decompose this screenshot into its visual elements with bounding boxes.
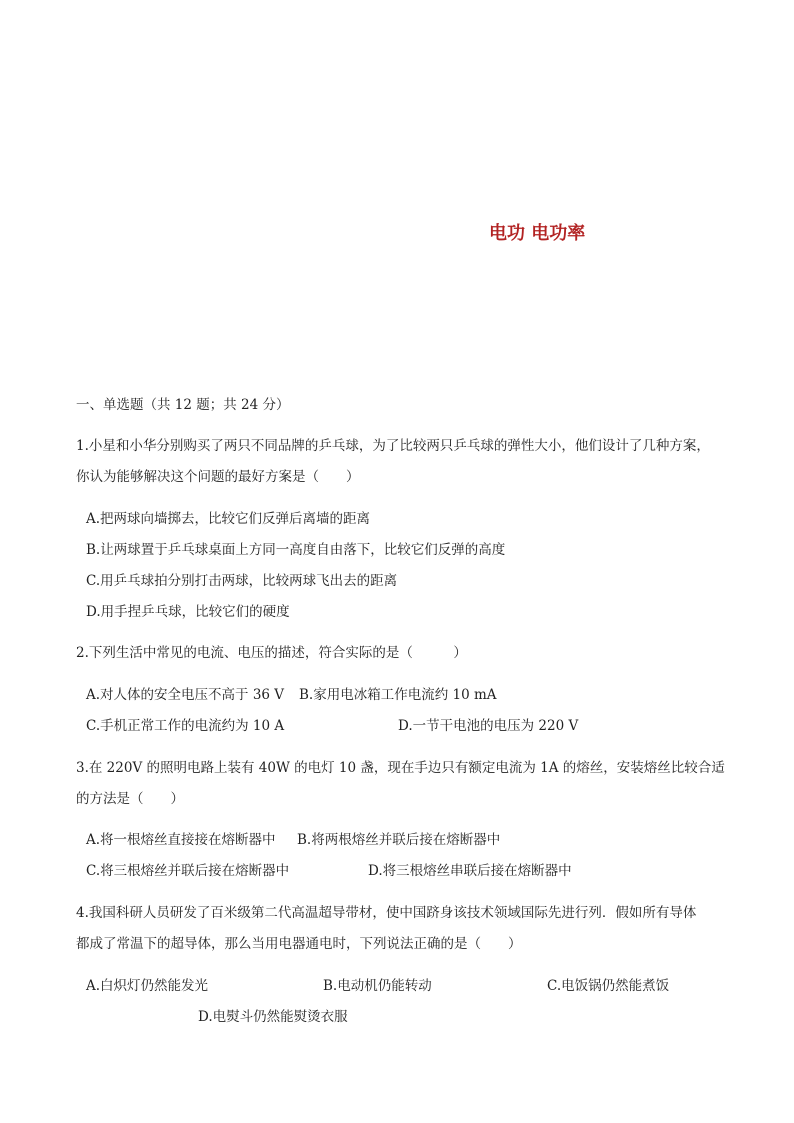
q1-option-a: A.把两球向墙掷去，比较它们反弹后离墙的距离 [86, 511, 371, 527]
q2-option-a: A.对人体的安全电压不高于 36 V [86, 687, 285, 703]
q2-option-c: C.手机正常工作的电流约为 10 A [86, 718, 285, 734]
q3-stem-line1: 3.在 220V 的照明电路上装有 40W 的电灯 10 盏，现在手边只有额定电流为 1A 的熔丝，安装熔丝比较合适 [76, 760, 725, 776]
q3-option-d: D.将三根熔丝串联后接在熔断器中 [368, 863, 572, 879]
q1-stem-line2: 你认为能够解决这个问题的最好方案是（ ） [76, 469, 360, 485]
page-title: 电功 电功率 [489, 223, 586, 244]
section-heading: 一、单选题（共 12 题；共 24 分） [76, 397, 290, 413]
q1-option-c: C.用乒乓球拍分别打击两球，比较两球飞出去的距离 [86, 573, 398, 589]
q3-stem-line2: 的方法是（ ） [76, 791, 184, 807]
q3-option-b: B.将两根熔丝并联后接在熔断器中 [297, 832, 501, 848]
q4-option-b: B.电动机仍能转动 [323, 978, 432, 994]
q4-stem-line1: 4.我国科研人员研发了百米级第二代高温超导带材，使中国跻身该技术领域国际先进行列．假如所有导体 [76, 905, 697, 921]
q1-option-d: D.用手捏乒乓球，比较它们的硬度 [86, 604, 290, 620]
q3-option-a: A.将一根熔丝直接接在熔断器中 [86, 832, 276, 848]
q2-stem-line1: 2.下列生活中常见的电流、电压的描述，符合实际的是（ ） [76, 645, 467, 661]
q3-option-c: C.将三根熔丝并联后接在熔断器中 [86, 863, 290, 879]
q1-stem-line1: 1.小星和小华分别购买了两只不同品牌的乒乓球，为了比较两只乒乓球的弹性大小，他们设计了几种方案， [76, 438, 710, 454]
q1-option-b: B.让两球置于乒乓球桌面上方同一高度自由落下，比较它们反弹的高度 [86, 542, 506, 558]
q4-stem-line2: 都成了常温下的超导体，那么当用电器通电时，下列说法正确的是（ ） [76, 936, 522, 952]
q4-option-a: A.白炽灯仍然能发光 [86, 978, 209, 994]
q4-option-c: C.电饭锅仍然能煮饭 [547, 978, 670, 994]
q2-option-d: D.一节干电池的电压为 220 V [398, 718, 579, 734]
q2-option-b: B.家用电冰箱工作电流约 10 mA [299, 687, 497, 703]
q4-option-d: D.电熨斗仍然能熨烫衣服 [198, 1009, 348, 1025]
